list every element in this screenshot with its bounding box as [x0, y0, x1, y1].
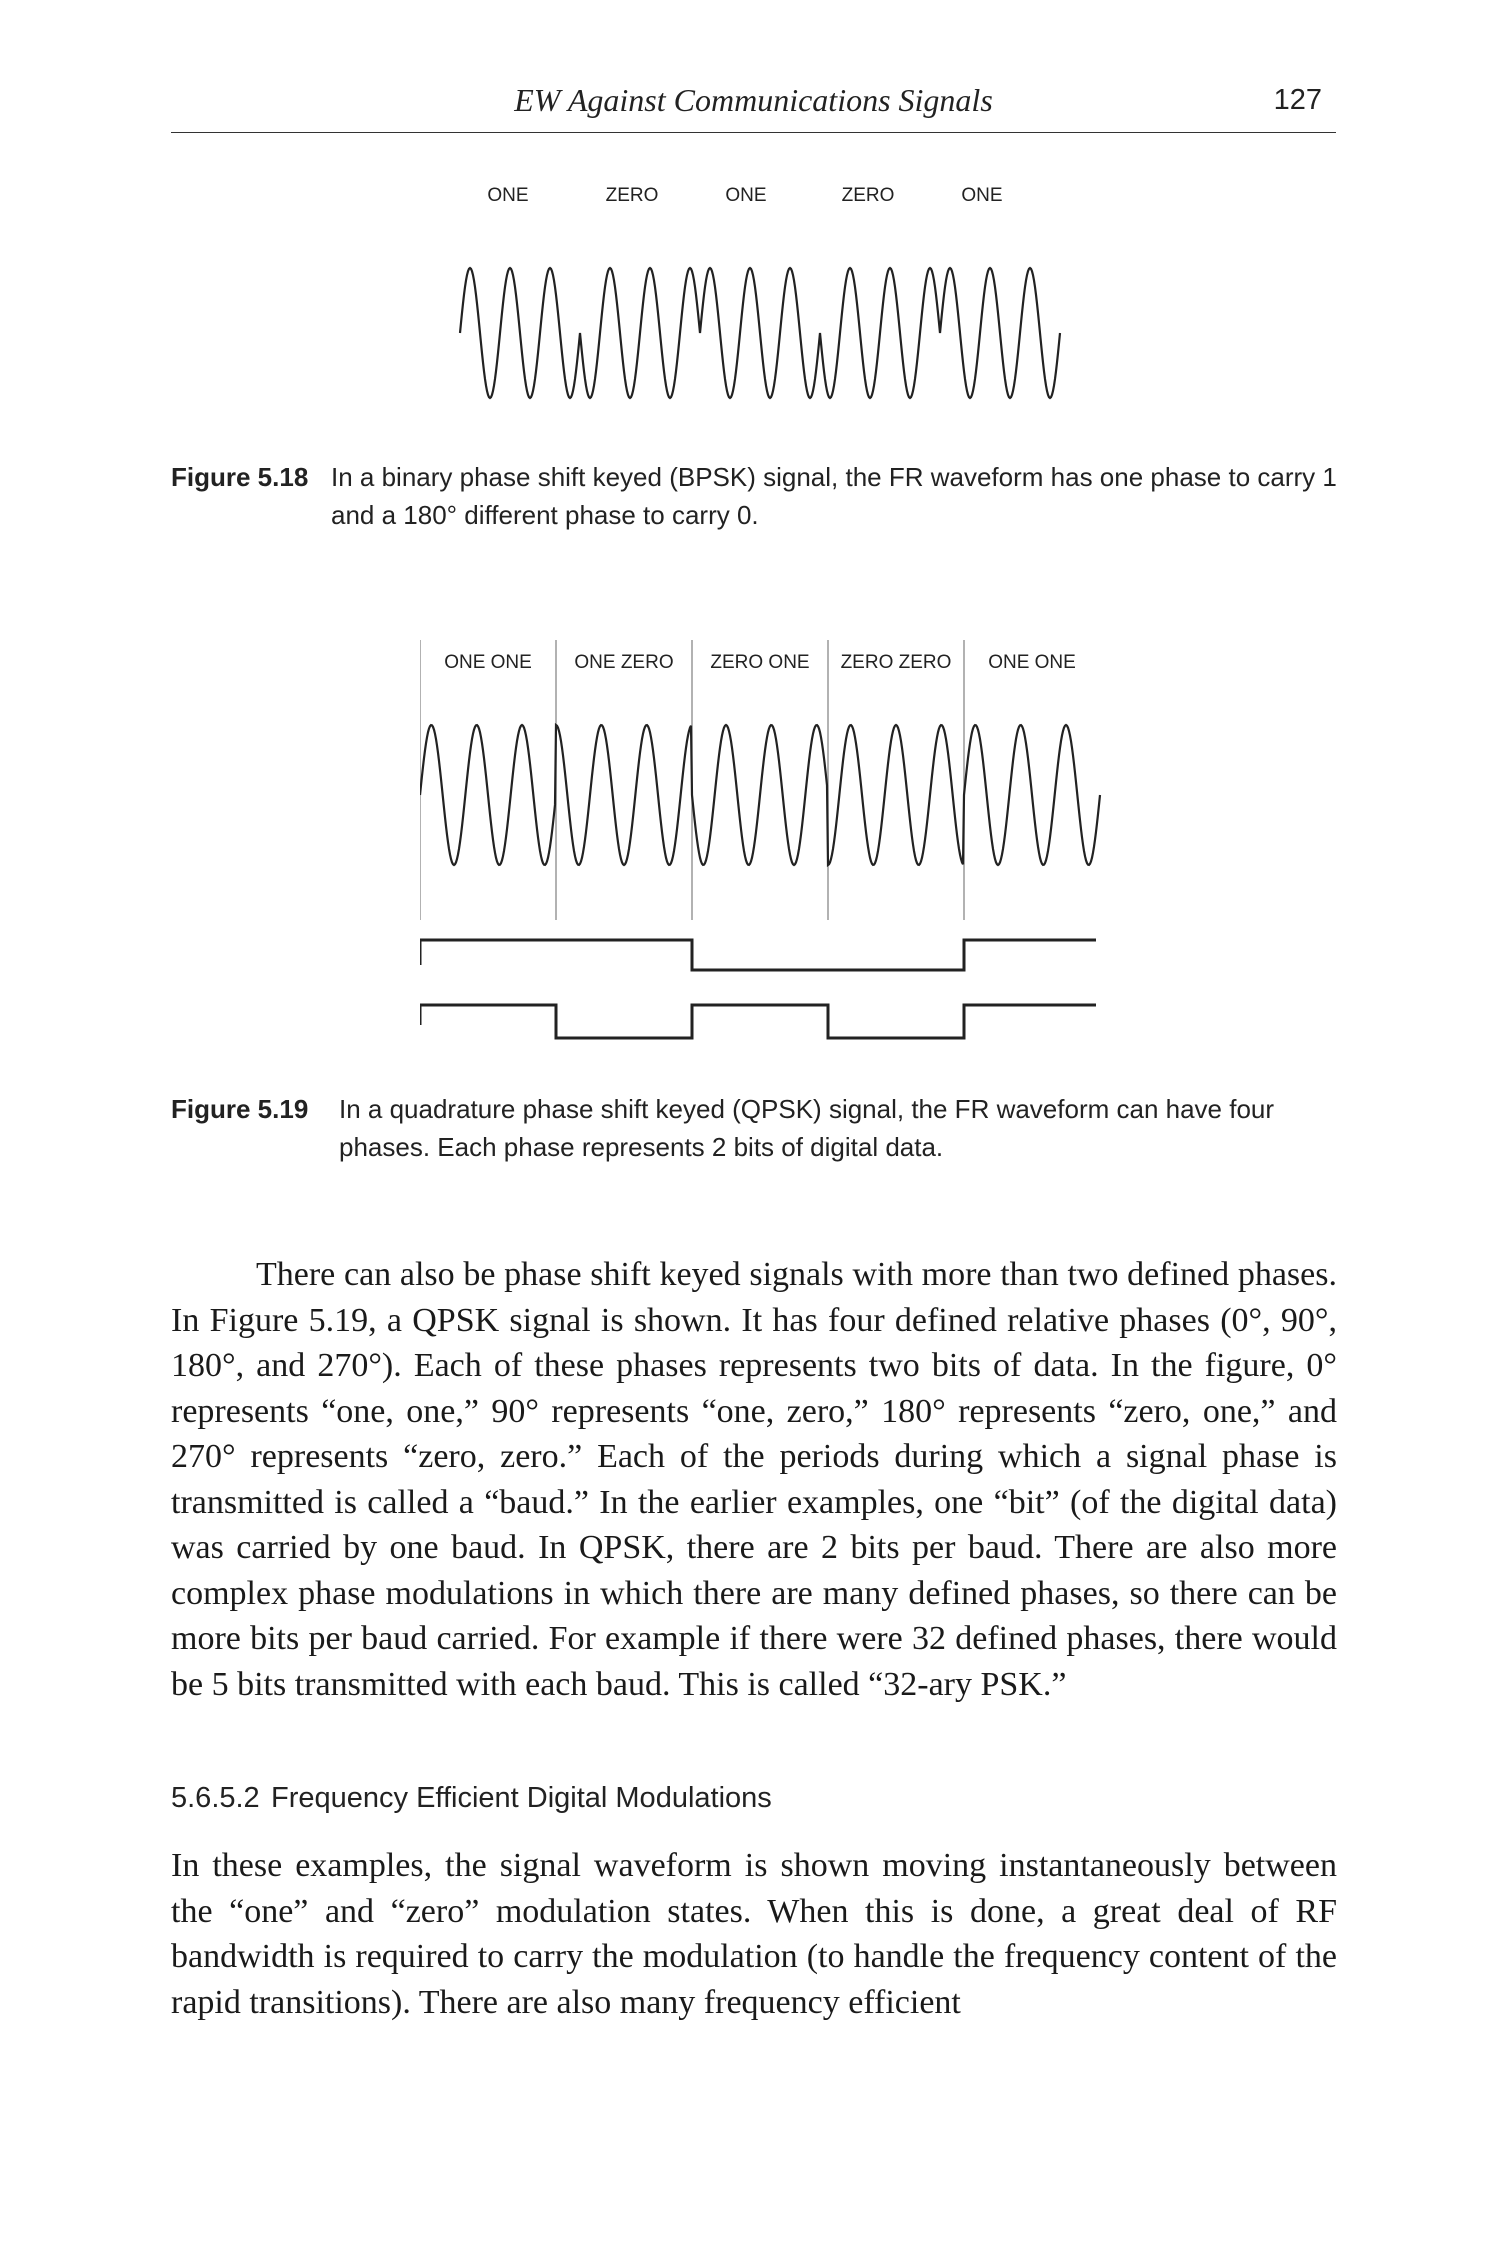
- figure-5-18-caption: [171, 458, 1341, 538]
- qpsk-waveform: [420, 725, 1100, 865]
- paragraph-text: There can also be phase shift keyed signals with more than two defined phases. In Figure 5.19, a QPSK signal is shown. It has four defined relative phases (0°, 90°, 180°, and 270°). Each of these phases represents two bits of data. In the figure, 0° represents “one, one,” 90° represents “one, zero,” 180° represents “zero, one,” and 270° represents “zero, zero.” Each of the periods during which a signal phase is transmitted is called a “baud.” In the earlier examples, one “bit” (of the digital data) was carried by one baud. In QPSK, there are 2 bits per baud. There are also more complex phase modulations in which there are many defined phases, so there can be more bits per baud carried. For example if there were 32 defined phases, there would be 5 bits transmitted with each baud. This is called “32-ary PSK.”: [171, 1256, 1337, 1703]
- section-heading: [171, 1782, 772, 1815]
- paragraph-text: In these examples, the signal waveform is shown moving instantaneously between the “one” and “zero” modulation states. When this is done, a great deal of RF bandwidth is required to carry the modulation (to handle the frequency content of the rapid transitions). There are also many frequency efficient: [171, 1847, 1337, 2021]
- symbol-label: ZERO ZERO: [840, 652, 952, 673]
- body-paragraph: [171, 1843, 1337, 2025]
- bit-stream-1: [420, 940, 1096, 970]
- symbol-label: ONE ZERO: [574, 652, 674, 673]
- running-header: [171, 80, 1336, 133]
- page-number: 127: [1273, 84, 1322, 116]
- caption-number: Figure 5.19: [171, 1094, 309, 1124]
- bit-stream-2: [420, 1005, 1096, 1038]
- figure-5-18: [440, 175, 1080, 425]
- bit-label: ONE: [725, 185, 767, 206]
- figure-5-19-caption: [171, 1090, 1341, 1170]
- bit-label: ZERO: [841, 185, 895, 206]
- section-title: Frequency Efficient Digital Modulations: [271, 1782, 772, 1814]
- figure-5-19: [420, 640, 1110, 1050]
- running-title: EW Against Communications Signals: [514, 82, 993, 118]
- bit-label: ZERO: [605, 185, 659, 206]
- bpsk-waveform-figure: [440, 175, 1080, 425]
- bit-label: ONE: [961, 185, 1003, 206]
- caption-text: In a binary phase shift keyed (BPSK) signal, the FR waveform has one phase to carry 1 and a 180° different phase to carry 0.: [331, 462, 1337, 530]
- symbol-label: ONE ONE: [988, 652, 1076, 673]
- symbol-label: ZERO ONE: [710, 652, 810, 673]
- bit-label: ONE: [487, 185, 529, 206]
- bpsk-waveform: [460, 268, 1060, 398]
- caption-number: Figure 5.18: [171, 462, 309, 492]
- section-number: 5.6.5.2: [171, 1782, 260, 1814]
- body-paragraph: [171, 1252, 1337, 1707]
- symbol-label: ONE ONE: [444, 652, 532, 673]
- qpsk-waveform-figure: [420, 640, 1110, 1050]
- caption-text: In a quadrature phase shift keyed (QPSK) signal, the FR waveform can have four phases. Each phase represents 2 bits of digital data.: [339, 1094, 1275, 1162]
